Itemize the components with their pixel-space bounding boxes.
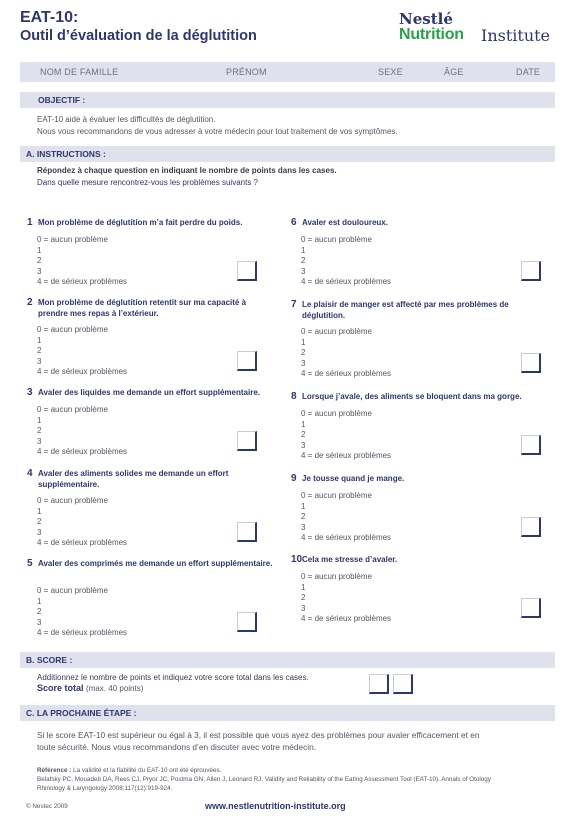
answer-scale-option: 0 = aucun problème [37,235,108,244]
question-number: 3 [27,387,33,398]
answer-scale-option: 2 [37,607,42,616]
answer-scale-option: 3 [37,436,42,446]
question-text: Lorsque j’avale, des aliments se bloquent dans ma gorge. [302,392,522,401]
question-score-box[interactable] [521,261,541,281]
answer-scale-option: 4 = de sérieux problèmes [301,451,392,460]
answer-scale-option: 4 = de sérieux problèmes [37,277,128,286]
question-number: 6 [291,217,297,228]
answer-scale-option: 1 [37,335,42,345]
answer-scale-option: 0 = aucun problème [301,491,372,500]
answer-scale-option: 3 [301,358,306,368]
question-text: Cela me stresse d’avaler. [302,555,398,564]
question-score-box[interactable] [521,435,541,455]
answer-scale-option: 2 [301,593,306,602]
answer-scale [301,409,391,462]
section-instructions-header: A. INSTRUCTIONS : [20,146,555,162]
copyright: © Nestec 2009 [26,803,68,810]
answer-scale [37,405,127,458]
answer-scale-option: 1 [301,245,306,255]
answer-scale-option: 1 [37,506,42,516]
question-number: 4 [27,468,33,479]
answer-scale-option: 3 [301,266,306,276]
answer-scale-option: 2 [37,517,42,526]
next-step-line-2: toute sécurité. Nous vous recommandons d’en discuter avec votre médecin. [37,741,317,752]
question-number: 8 [291,391,297,402]
field-last-name[interactable]: NOM DE FAMILLE [40,67,119,77]
question-score-box[interactable] [521,517,541,537]
answer-scale-option: 0 = aucun problème [37,496,108,505]
objectif-line-2: Nous vous recommandons de vous adresser à votre médecin pour tout traitement de vos symptômes. [37,126,398,136]
answer-scale-option: 4 = de sérieux problèmes [301,533,392,542]
page-title: Outil d’évaluation de la déglutition [20,28,257,44]
question-score-box[interactable] [237,522,257,542]
score-box-tens[interactable] [369,674,389,694]
answer-scale-option: 0 = aucun problème [301,572,372,581]
question-number: 7 [291,299,297,310]
answer-scale-option: 4 = de sérieux problèmes [37,447,128,456]
answer-scale-option: 0 = aucun problème [301,409,372,418]
answer-scale-option: 2 [301,512,306,521]
question-score-box[interactable] [237,612,257,632]
answer-scale-option: 1 [301,582,306,592]
answer-scale-option: 1 [37,245,42,255]
question-text: Mon problème de déglutition m’a fait perdre du poids. [38,218,243,227]
objectif-text [37,114,398,137]
answer-scale-option: 0 = aucun problème [37,325,108,334]
question-text: Avaler est douloureux. [302,218,388,227]
question-score-box[interactable] [237,261,257,281]
answer-scale-option: 4 = de sérieux problèmes [301,369,392,378]
reference-text-1: La validité et la fiabilité du EAT-10 ont été éprouvées. [73,767,222,774]
answer-scale-option: 3 [37,617,42,627]
logo-brand: Nestlé [399,10,453,28]
question-text: Avaler des aliments solides me demande un effort supplémentaire. [38,469,229,489]
logo-institute: Institute [481,26,551,45]
answer-scale-option: 3 [37,356,42,366]
question-score-box[interactable] [521,353,541,373]
answer-scale [301,572,391,625]
section-score-header: B. SCORE : [20,652,555,668]
page-title-code: EAT-10: [20,9,79,26]
answer-scale-option: 4 = de sérieux problèmes [37,628,128,637]
reference-line-1 [37,766,491,775]
field-first-name[interactable]: PRÉNOM [226,67,267,77]
answer-scale [37,325,127,378]
question-score-box[interactable] [237,431,257,451]
question-text: Je tousse quand je mange. [302,474,405,483]
answer-scale-option: 1 [301,337,306,347]
answer-scale [37,586,127,639]
question-score-box[interactable] [237,351,257,371]
answer-scale-option: 1 [301,419,306,429]
question-text: Avaler des comprimés me demande un effort supplémentaire. [38,559,273,568]
answer-scale-option: 1 [37,596,42,606]
answer-scale-option: 4 = de sérieux problèmes [37,367,128,376]
field-age[interactable]: ÂGE [444,67,464,77]
score-total-note: (max. 40 points) [86,684,144,693]
question-number: 10 [291,554,303,565]
answer-scale-option: 2 [37,256,42,265]
answer-scale-option: 0 = aucun problème [37,405,108,414]
question-number: 2 [27,297,33,308]
score-box-units[interactable] [393,674,413,694]
answer-scale-option: 3 [37,266,42,276]
answer-scale-option: 2 [301,348,306,357]
question-text: Le plaisir de manger est affecté par mes problèmes de déglutition. [302,300,509,320]
answer-scale-option: 3 [301,440,306,450]
answer-scale [37,496,127,549]
question-number: 9 [291,473,297,484]
answer-scale [301,491,391,544]
reference-line-2: Belafsky PC, Mouadeb DA, Rees CJ, Pryor JC, Postma GN, Allen J, Leonard RJ. Validity and Reliability of the Eating Assessment Tool (EAT-10). Annals of Otology [37,776,491,783]
answer-scale-option: 1 [301,501,306,511]
answer-scale-option: 4 = de sérieux problèmes [37,538,128,547]
answer-scale-option: 4 = de sérieux problèmes [301,614,392,623]
reference-line-3: Rhinology & Laryngology 2008;117(12):919-924. [37,785,173,792]
answer-scale-option: 2 [301,430,306,439]
question-text: Mon problème de déglutition retentit sur ma capacité à prendre mes repas à l’extérieur. [38,298,247,318]
score-total-label: Score total [37,683,84,693]
answer-scale-option: 4 = de sérieux problèmes [301,277,392,286]
answer-scale-option: 0 = aucun problème [301,327,372,336]
answer-scale [301,235,391,288]
answer-scale-option: 0 = aucun problème [301,235,372,244]
question-score-box[interactable] [521,598,541,618]
reference-label: Référence : [37,767,72,774]
answer-scale-option: 2 [301,256,306,265]
question-number: 5 [27,558,33,569]
objectif-line-1: EAT-10 aide à évaluer les difficultés de déglutition. [37,115,216,124]
nestle-nutrition-institute-logo [399,10,559,50]
field-sex[interactable]: SEXE [378,67,403,77]
score-total-row [37,683,143,693]
answer-scale-option: 2 [37,346,42,355]
answer-scale-option: 3 [37,527,42,537]
website-link[interactable]: www.nestlenutrition-institute.org [205,801,346,811]
field-date[interactable]: DATE [516,67,541,77]
answer-scale [37,235,127,288]
next-step-line-1: Si le score EAT-10 est supérieur ou égal à 3, il est possible que vous ayez des problèmes pour avaler efficacement et en [37,730,480,740]
answer-scale-option: 3 [301,603,306,613]
answer-scale-option: 2 [37,426,42,435]
answer-scale [301,327,391,380]
answer-scale-option: 0 = aucun problème [37,586,108,595]
answer-scale-option: 3 [301,522,306,532]
answer-scale-option: 1 [37,415,42,425]
score-instruction: Additionnez le nombre de points et indiquez votre score total dans les cases. [37,673,309,682]
logo-nutrition: Nutrition [399,26,464,43]
question-text: Avaler des liquides me demande un effort supplémentaire. [38,388,260,397]
reference-block [37,766,491,793]
instructions-line-1: Répondez à chaque question en indiquant le nombre de points dans les cases. [37,166,337,175]
next-step-text [37,730,479,753]
question-number: 1 [27,217,33,228]
instructions-line-2: Dans quelle mesure rencontrez-vous les problèmes suivants ? [37,178,258,187]
section-objectif-header: OBJECTIF : [20,92,555,108]
section-next-step-header: C. LA PROCHAINE ÉTAPE : [20,705,555,721]
